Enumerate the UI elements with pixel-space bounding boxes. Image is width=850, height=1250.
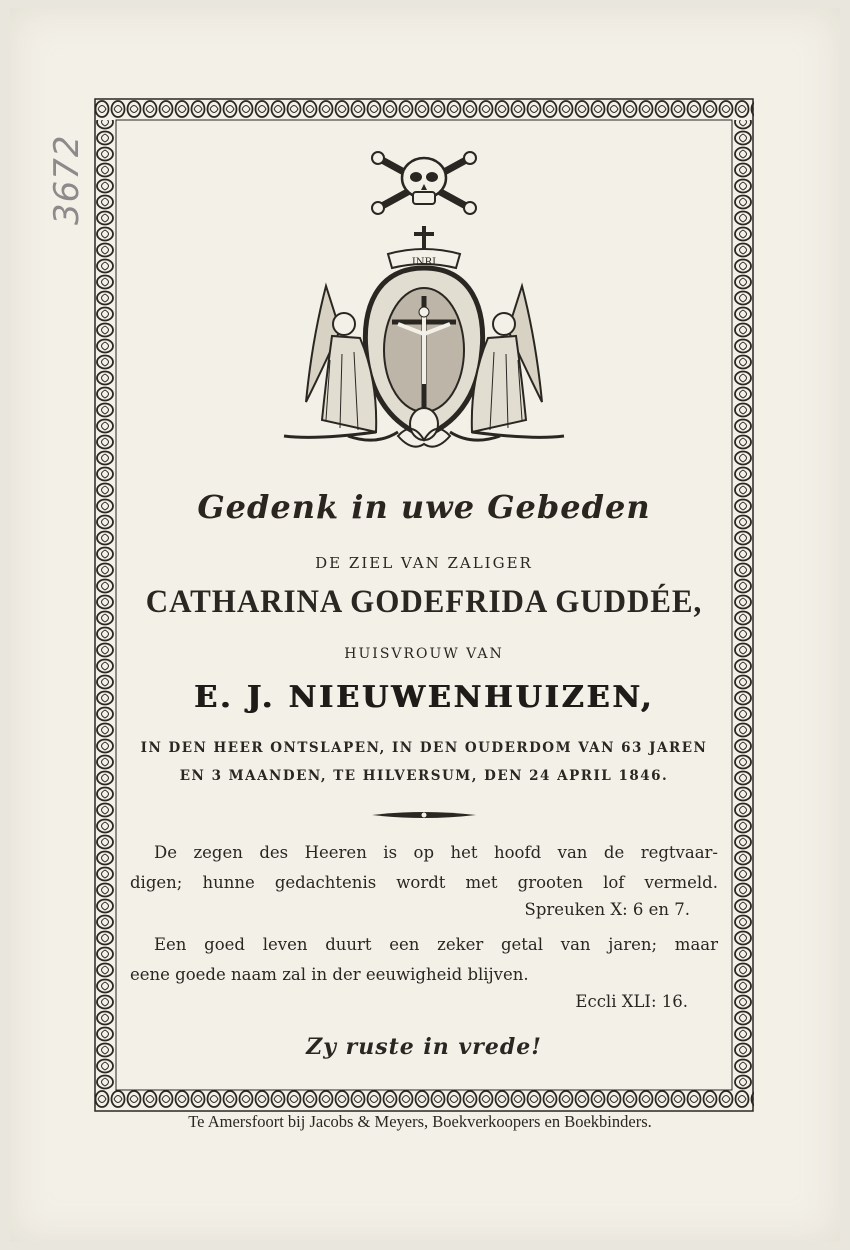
verse-2-line-1: Een goed leven duurt een zeker getal van jaren; maar — [154, 935, 718, 954]
deceased-name: CATHARINA GODEFRIDA GUDDÉE, — [145, 584, 703, 620]
closing-blessing: Zy ruste in vrede! — [306, 1034, 542, 1060]
heading-blackletter: Gedenk in uwe Gebeden — [197, 488, 651, 526]
ornamental-rule-icon — [370, 810, 478, 820]
angel-icon — [472, 286, 564, 437]
angel-icon — [284, 286, 376, 437]
verse-1-line-2: digen; hunne gedachtenis wordt met grooten lof vermeld. — [130, 873, 718, 892]
printer-imprint: Te Amersfoort bij Jacobs & Meyers, Boekverkoopers en Boekbinders. — [188, 1112, 652, 1131]
relation-line: HUISVROUW VAN — [344, 646, 504, 662]
inri-banner: INRI — [411, 257, 437, 268]
skull-crossbones-icon — [372, 152, 476, 214]
death-details-line-1: IN DEN HEER ONTSLAPEN, IN DEN OUDERDOM VAN 63 JAREN — [140, 740, 708, 756]
death-details-line-2: EN 3 MAANDEN, TE HILVERSUM, DEN 24 APRIL 1846. — [179, 768, 669, 784]
husband-name: E. J. NIEUWENHUIZEN, — [193, 680, 655, 715]
verse-2-reference: Eccli XLI: 16. — [575, 992, 688, 1011]
intro-line: DE ZIEL VAN ZALIGER — [315, 554, 533, 572]
verse-2-line-2: eene goede naam zal in der eeuwigheid blijven. — [130, 965, 529, 984]
card-content — [126, 140, 722, 1080]
verse-1-reference: Spreuken X: 6 en 7. — [524, 900, 690, 919]
pencil-inventory-number: 3672 — [47, 134, 87, 225]
emblem-illustration — [126, 140, 722, 480]
verse-1-line-1: De zegen des Heeren is op het hoofd van de regtvaar- — [154, 843, 718, 862]
